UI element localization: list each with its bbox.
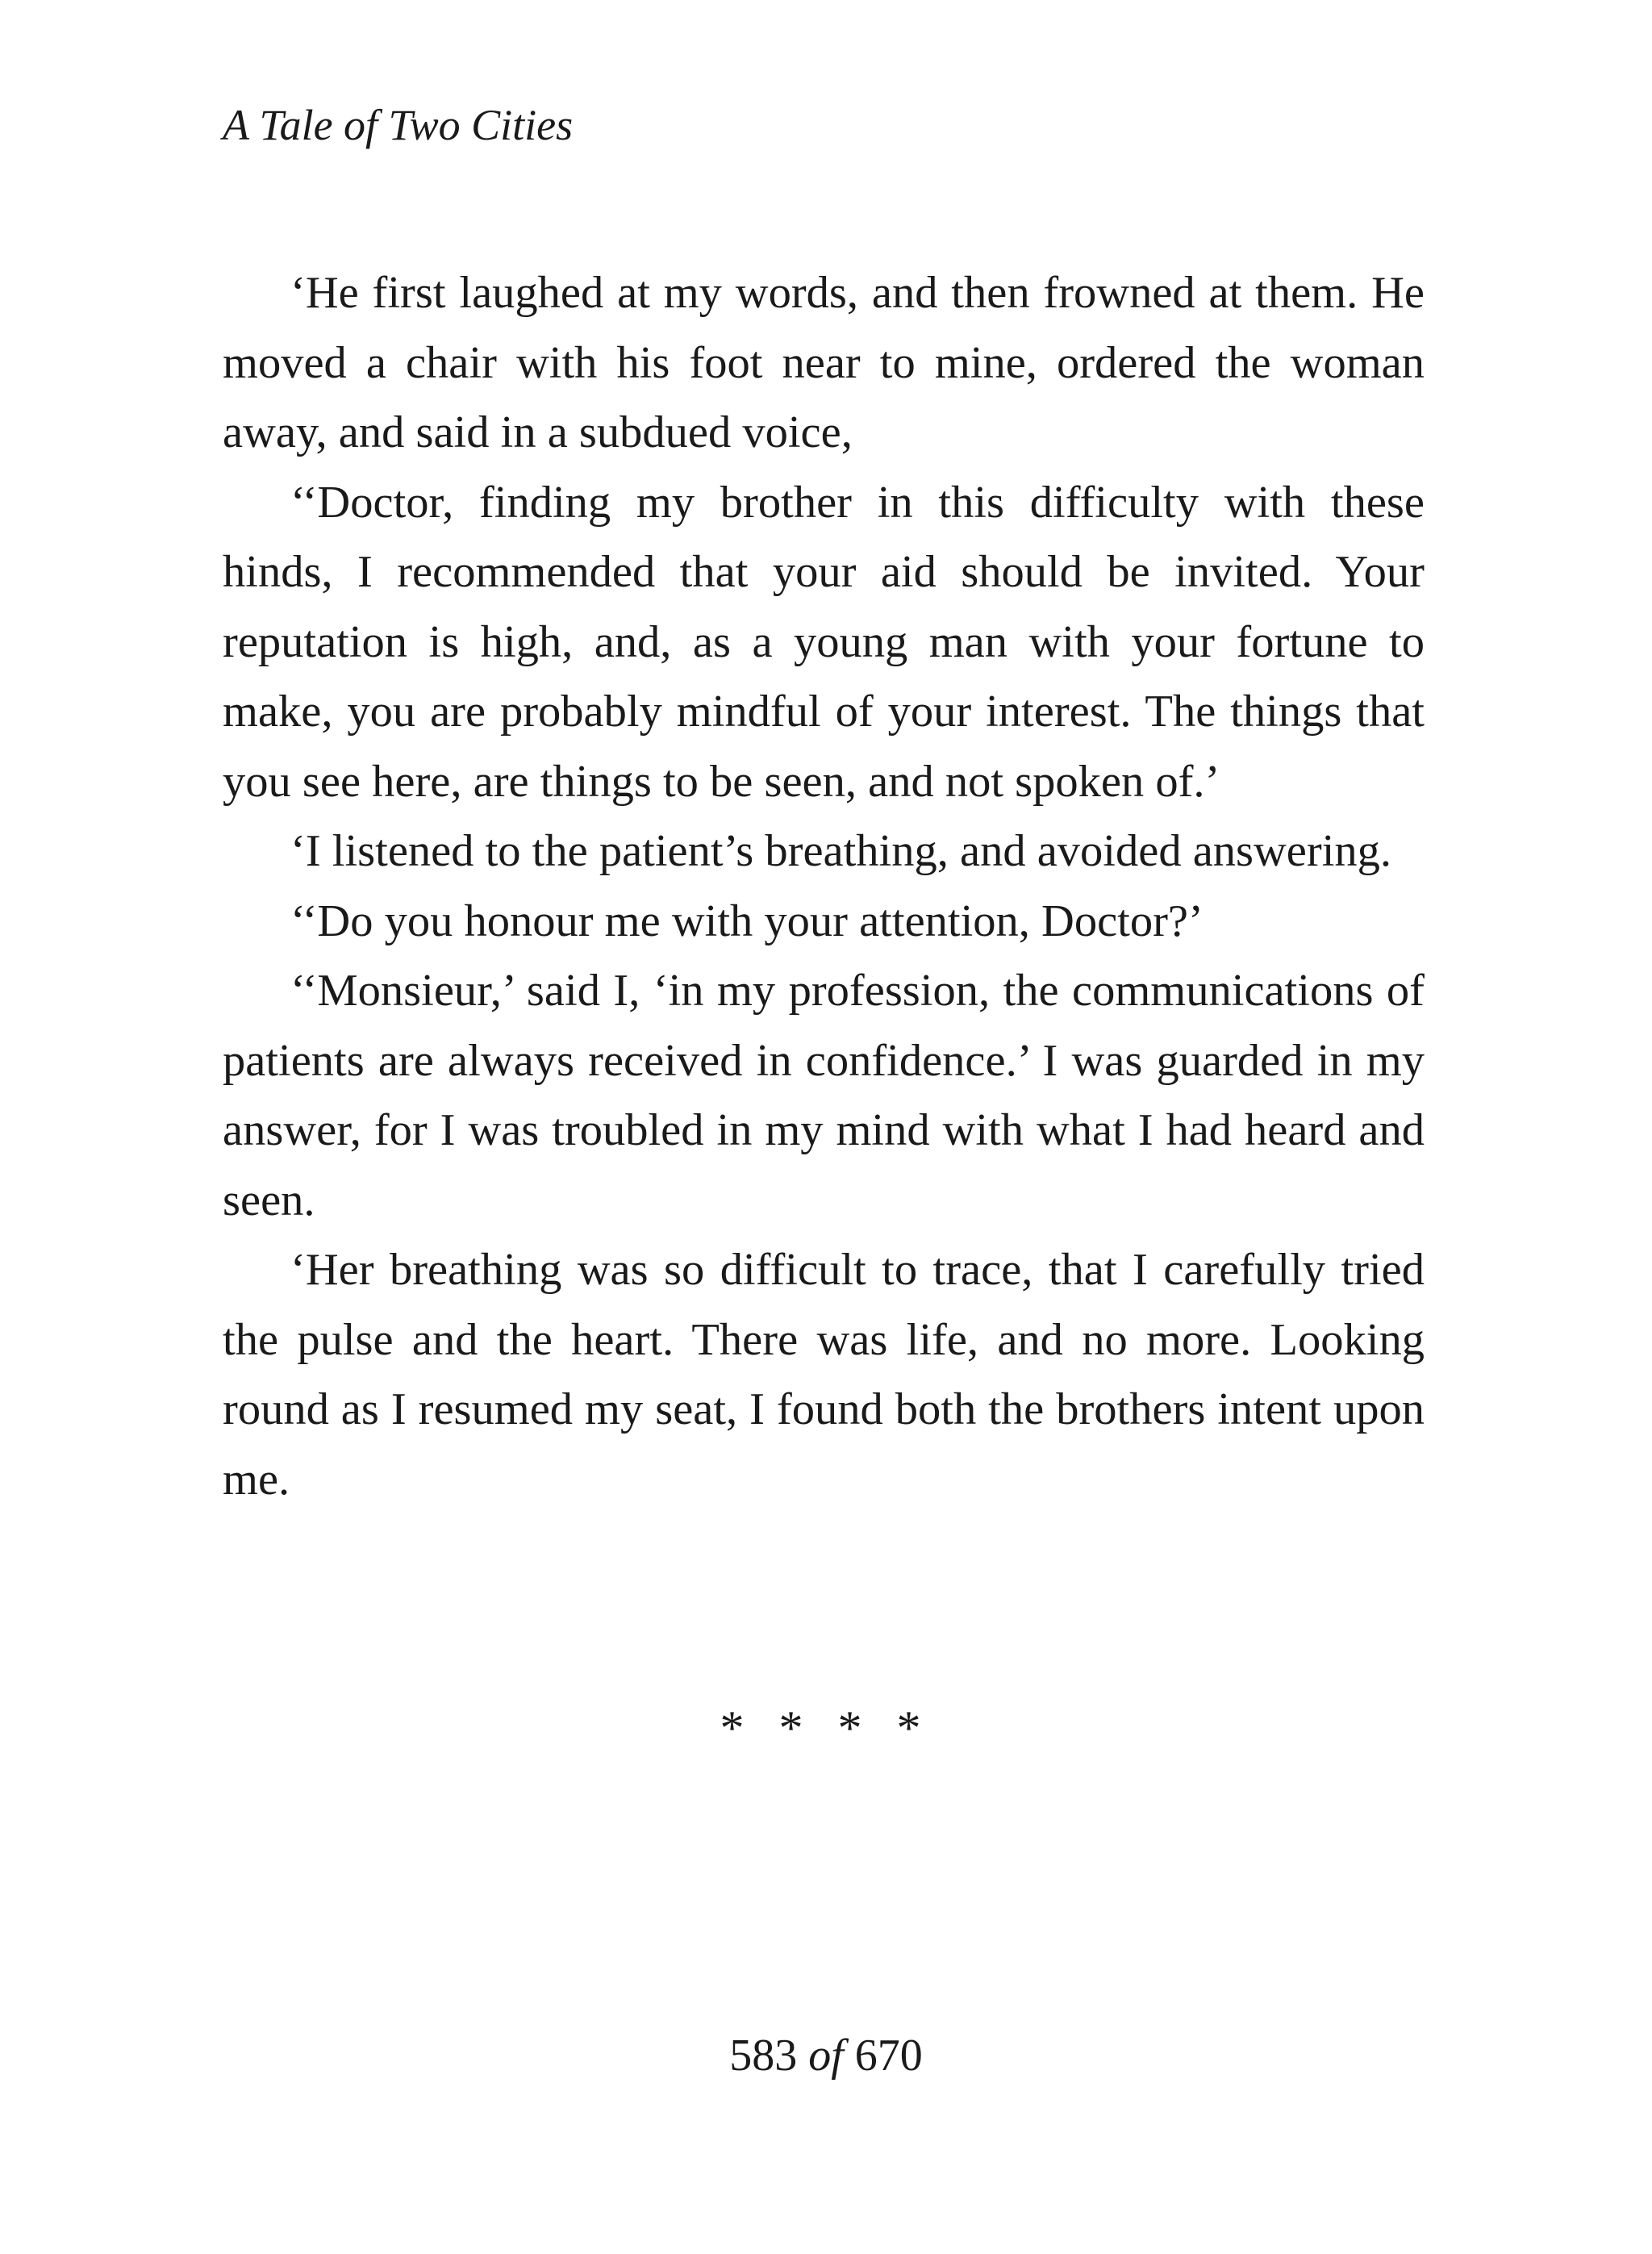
paragraph: ‘I listened to the patient’s breathing, and avoided answering. — [290, 826, 1392, 876]
paragraph: ‘Her breathing was so difficult to trace, that I carefully tried the pulse and the heart. There was life, and no more. Looking round as I resumed my seat, I found both the brothers intent upon me. — [223, 1245, 1425, 1505]
page-total: 670 — [854, 2031, 923, 2081]
body-text — [223, 258, 1425, 1514]
paragraph: ‘‘Monsieur,’ said I, ‘in my profession, the communications of patients are always received in confidence.’ I was guarded in my answer, for I was troubled in my mind with what I had heard and seen. — [223, 966, 1425, 1225]
page-number — [0, 2031, 1652, 2081]
paragraph: ‘‘Doctor, finding my brother in this difficulty with these hinds, I recommended that your aid should be invited. Your reputation is high, and, as a young man with your fortune to make, you are probably mindful of your interest. The things that you see here, are things to be seen, and not spoken of.’ — [223, 477, 1425, 807]
running-title: A Tale of Two Cities — [223, 101, 574, 149]
page-of-label: of — [808, 2031, 844, 2081]
section-break: * * * * — [720, 1701, 932, 1755]
page-current: 583 — [729, 2031, 798, 2081]
paragraph: ‘‘Do you honour me with your attention, Doctor?’ — [290, 895, 1204, 946]
paragraph: ‘He first laughed at my words, and then frowned at them. He moved a chair with his foot near to mine, ordered the woman away, and said in a subdued voice, — [223, 268, 1425, 457]
